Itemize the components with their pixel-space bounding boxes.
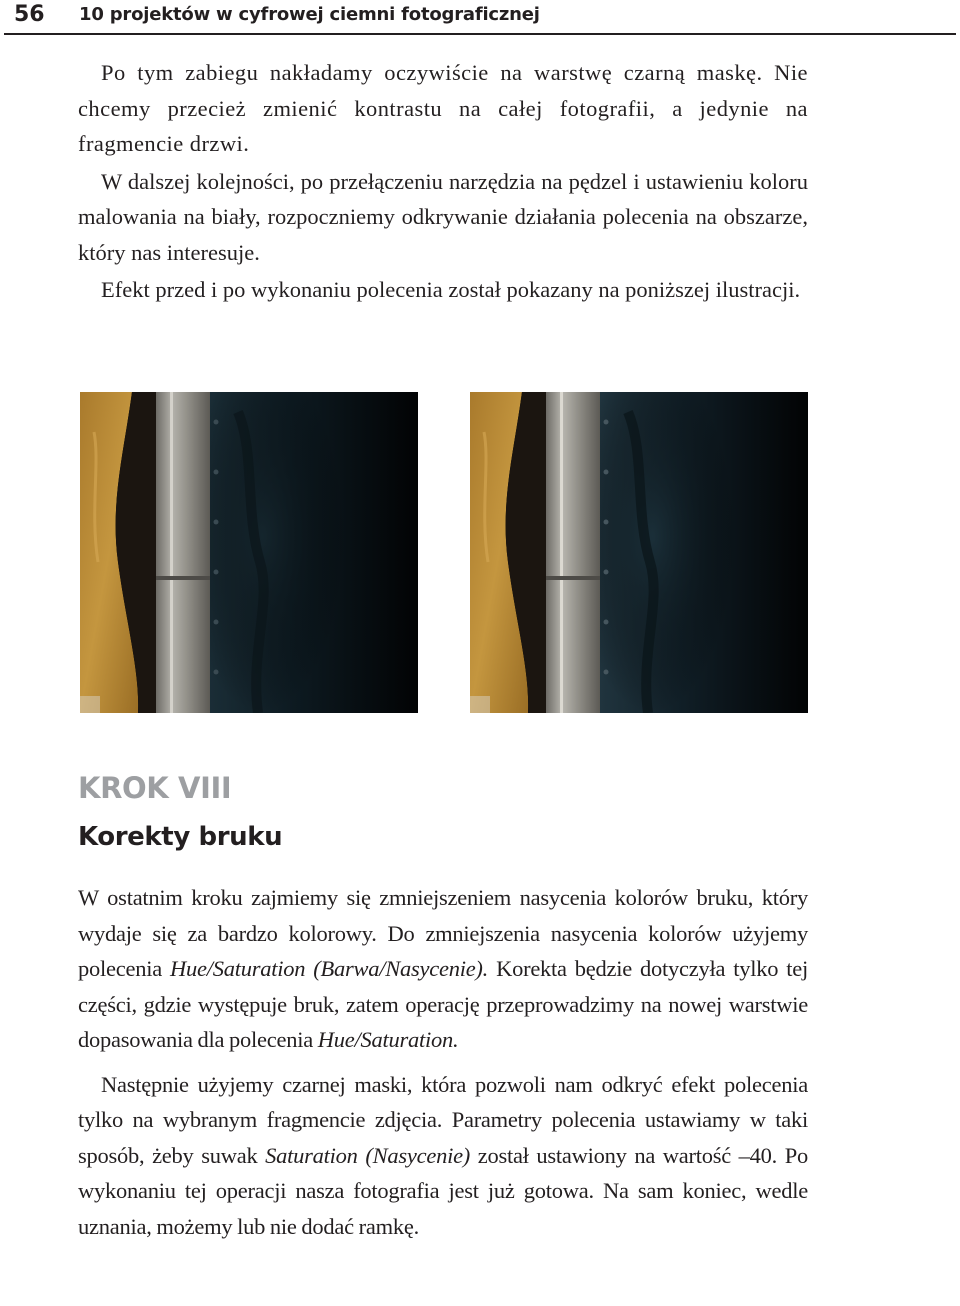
intro-text <box>78 55 808 308</box>
intro-paragraph-2: W dalszej kolejności, po przełączeniu narzędzia na pędzel i ustawieniu koloru malowania na biały, rozpoczniemy odkrywanie działania polecenia na obszarze, który nas interesuje. <box>78 168 808 265</box>
section-title: Korekty bruku <box>78 822 283 852</box>
paragraph-text: został ustawiony na wartość –40. Po wykonaniu tej operacji nasza fotografia jest już gotowa. Na sam koniec, wedle uznania, możemy lub nie dodać ramkę. <box>78 1142 808 1239</box>
paragraph-text: Następnie użyjemy czarnej maski, która pozwoli nam odkryć efekt polecenia tylko na wybranym fragmencie zdjęcia. Parametry polecenia ustawiamy w taki sposób, żeby suwak <box>78 1071 808 1168</box>
page-number: 56 <box>14 2 45 27</box>
intro-paragraph-3: Efekt przed i po wykonaniu polecenia został pokazany na poniższej ilustracji. <box>101 277 801 302</box>
door-before-photo <box>80 392 418 713</box>
door-after-photo <box>470 392 808 713</box>
running-header <box>0 0 960 38</box>
section-body <box>78 880 808 1244</box>
section-paragraph-1 <box>78 880 808 1058</box>
book-title: 10 projektów w cyfrowej ciemni fotograficznej <box>79 4 540 25</box>
intro-paragraph-1: Po tym zabiegu nakładamy oczywiście na warstwę czarną maskę. Nie chcemy przecież zmienić kontrastu na całej fotografii, a jedynie na fragmencie drzwi. <box>78 60 808 156</box>
command-name: Hue/Saturation. <box>317 1027 459 1052</box>
command-name: Hue/Saturation (Barwa/Nasycenie). <box>169 956 489 981</box>
paragraph-text: W ostatnim kroku zajmiemy się zmniejszeniem nasycenia kolorów bruku, który wydaje się za bardzo kolorowy. Do zmniejszenia nasycenia kolorów użyjemy polecenia <box>78 885 808 981</box>
slider-name: Saturation (Nasycenie) <box>265 1142 471 1168</box>
step-label: KROK VIII <box>78 771 232 805</box>
section-paragraph-2 <box>78 1067 808 1245</box>
paragraph-text: Korekta będzie dotyczyła tylko tej części, gdzie występuje bruk, zatem operację przeprowadzimy na nowej warstwie dopasowania dla polecenia <box>78 956 808 1052</box>
header-rule <box>4 33 956 35</box>
